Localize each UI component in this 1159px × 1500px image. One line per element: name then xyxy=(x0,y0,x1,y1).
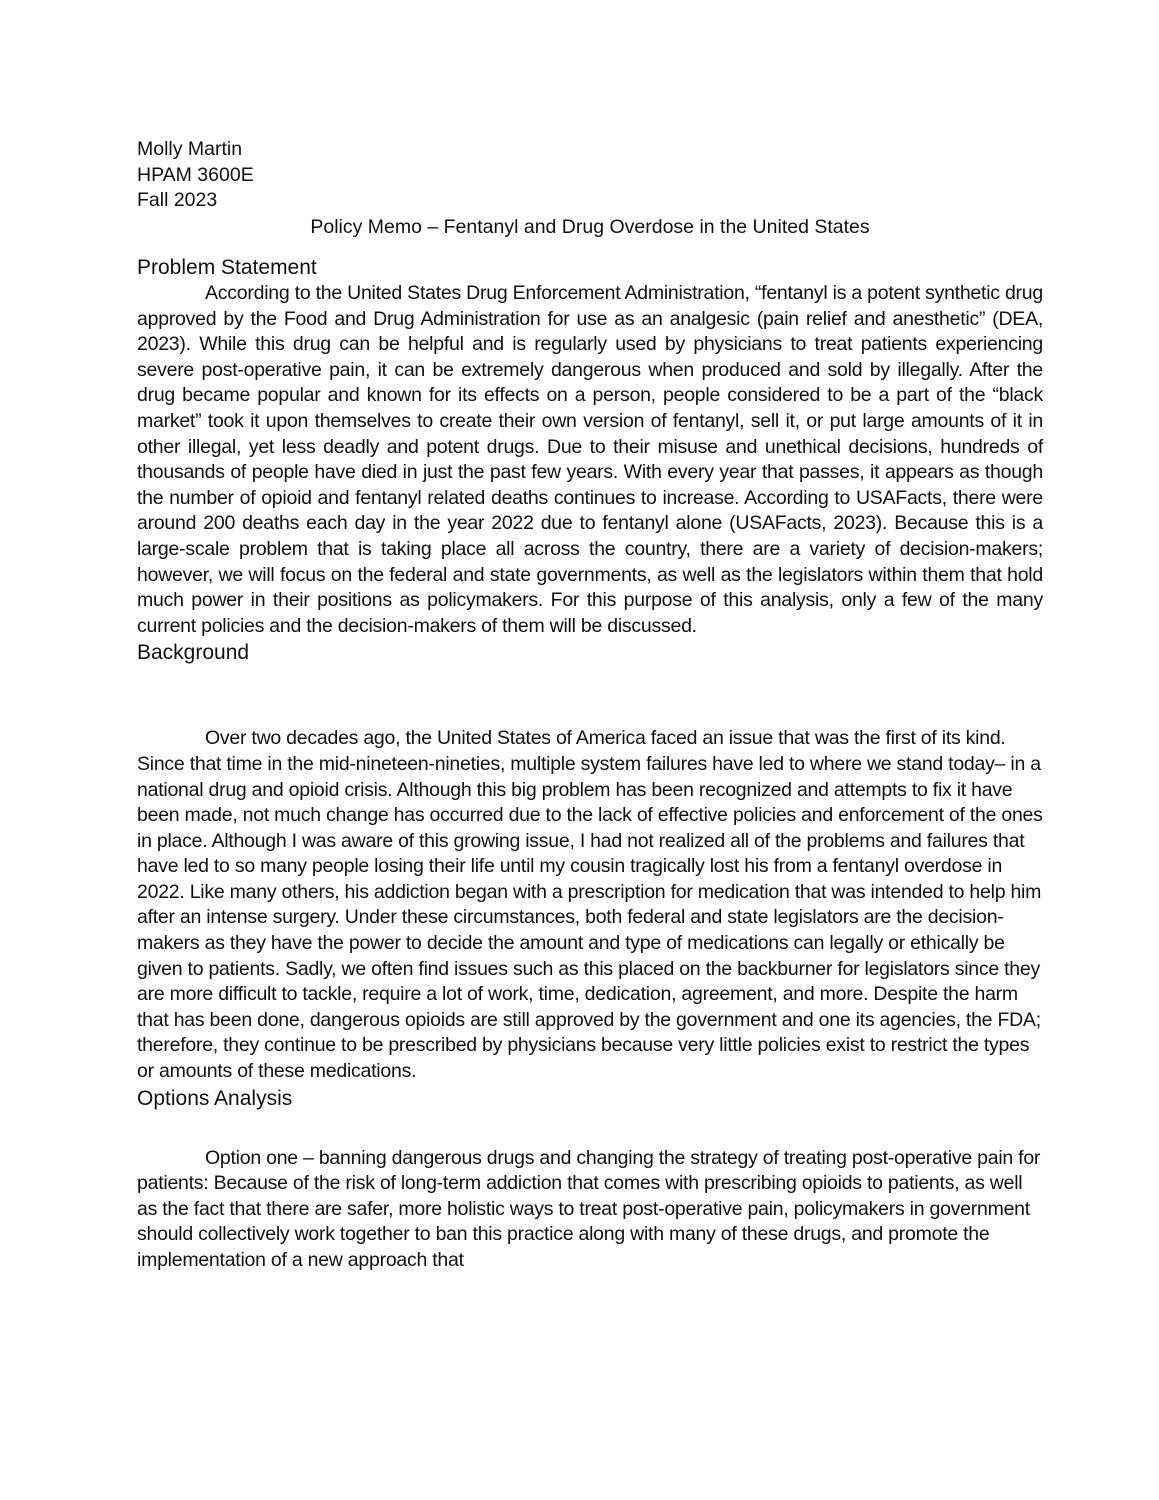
course-code: HPAM 3600E xyxy=(137,163,254,186)
spacer xyxy=(137,1112,1043,1146)
document-body xyxy=(137,137,1043,1274)
options-analysis-paragraph: Option one – banning dangerous drugs and changing the strategy of treating post-operative pain for patients: Because of the risk of long-term addiction that comes with prescribing opioids to patients, as well as the fact that there are safer, more holistic ways to treat post-operative pain, policymakers in government should collectively work together to ban this practice along with many of these drugs, and promote the implementation of a new approach that xyxy=(137,1146,1041,1271)
background-heading: Background xyxy=(137,641,250,665)
options-analysis-heading: Options Analysis xyxy=(137,1086,293,1110)
problem-statement-heading: Problem Statement xyxy=(137,256,317,279)
memo-title: Policy Memo – Fentanyl and Drug Overdose in the United States xyxy=(310,215,870,238)
term: Fall 2023 xyxy=(137,189,218,211)
problem-statement-paragraph: According to the United States Drug Enforcement Administration, “fentanyl is a potent synthetic drug approved by the Food and Drug Administration for use as an analgesic (pain relief and anesthetic” (DEA, 2023). While this drug can be helpful and is regularly used by physicians to treat patients experiencing severe post-operative pain, it can be extremely dangerous when produced and sold by illegally. After the drug became popular and known for its effects on a person, people considered to be a part of the “black market” took it upon themselves to create their own version of fentanyl, sell it, or put large amounts of it in other illegal, yet less deadly and potent drugs. Due to their misuse and unethical decisions, hundreds of thousands of people have died in just the past few years. With every year that passes, it appears as though the number of opioid and fentanyl related deaths continues to increase. According to USAFacts, there were around 200 deaths each day in the year 2022 due to fentanyl alone (USAFacts, 2023). Because this is a large-scale problem that is taking place all across the country, there are a variety of decision-makers; however, we will focus on the federal and state governments, as well as the legislators within them that hold much power in their positions as policymakers. For this purpose of this analysis, only a few of the many current policies and the decision-makers of them will be discussed. xyxy=(137,282,1043,637)
author-name: Molly Martin xyxy=(137,138,243,160)
spacer xyxy=(137,240,1043,254)
background-paragraph: Over two decades ago, the United States of America faced an issue that was the first of its kind. Since that time in the mid-nineteen-nineties, multiple system failures have led to where we stand today– in a national drug and opioid crisis. Although this big problem has been recognized and attempts to fix it have been made, not much change has occurred due to the lack of effective policies and enforcement of the ones in place. Although I was aware of this growing issue, I had not realized all of the problems and failures that have led to so many people losing their life until my cousin tragically lost his from a fentanyl overdose in 2022. Like many others, his addiction began with a prescription for medication that was intended to help him after an intense surgery. Under these circumstances, both federal and state legislators are the decision-makers as they have the power to decide the amount and type of medications can legally or ethically be given to patients. Sadly, we often find issues such as this placed on the backburner for legislators since they are more difficult to tackle, require a lot of work, time, dedication, agreement, and more. Despite the harm that has been done, dangerous opioids are still approved by the government and one its agencies, the FDA; therefore, they continue to be prescribed by physicians because very little policies exist to restrict the types or amounts of these medications. xyxy=(137,727,1043,1083)
spacer xyxy=(137,666,1043,726)
